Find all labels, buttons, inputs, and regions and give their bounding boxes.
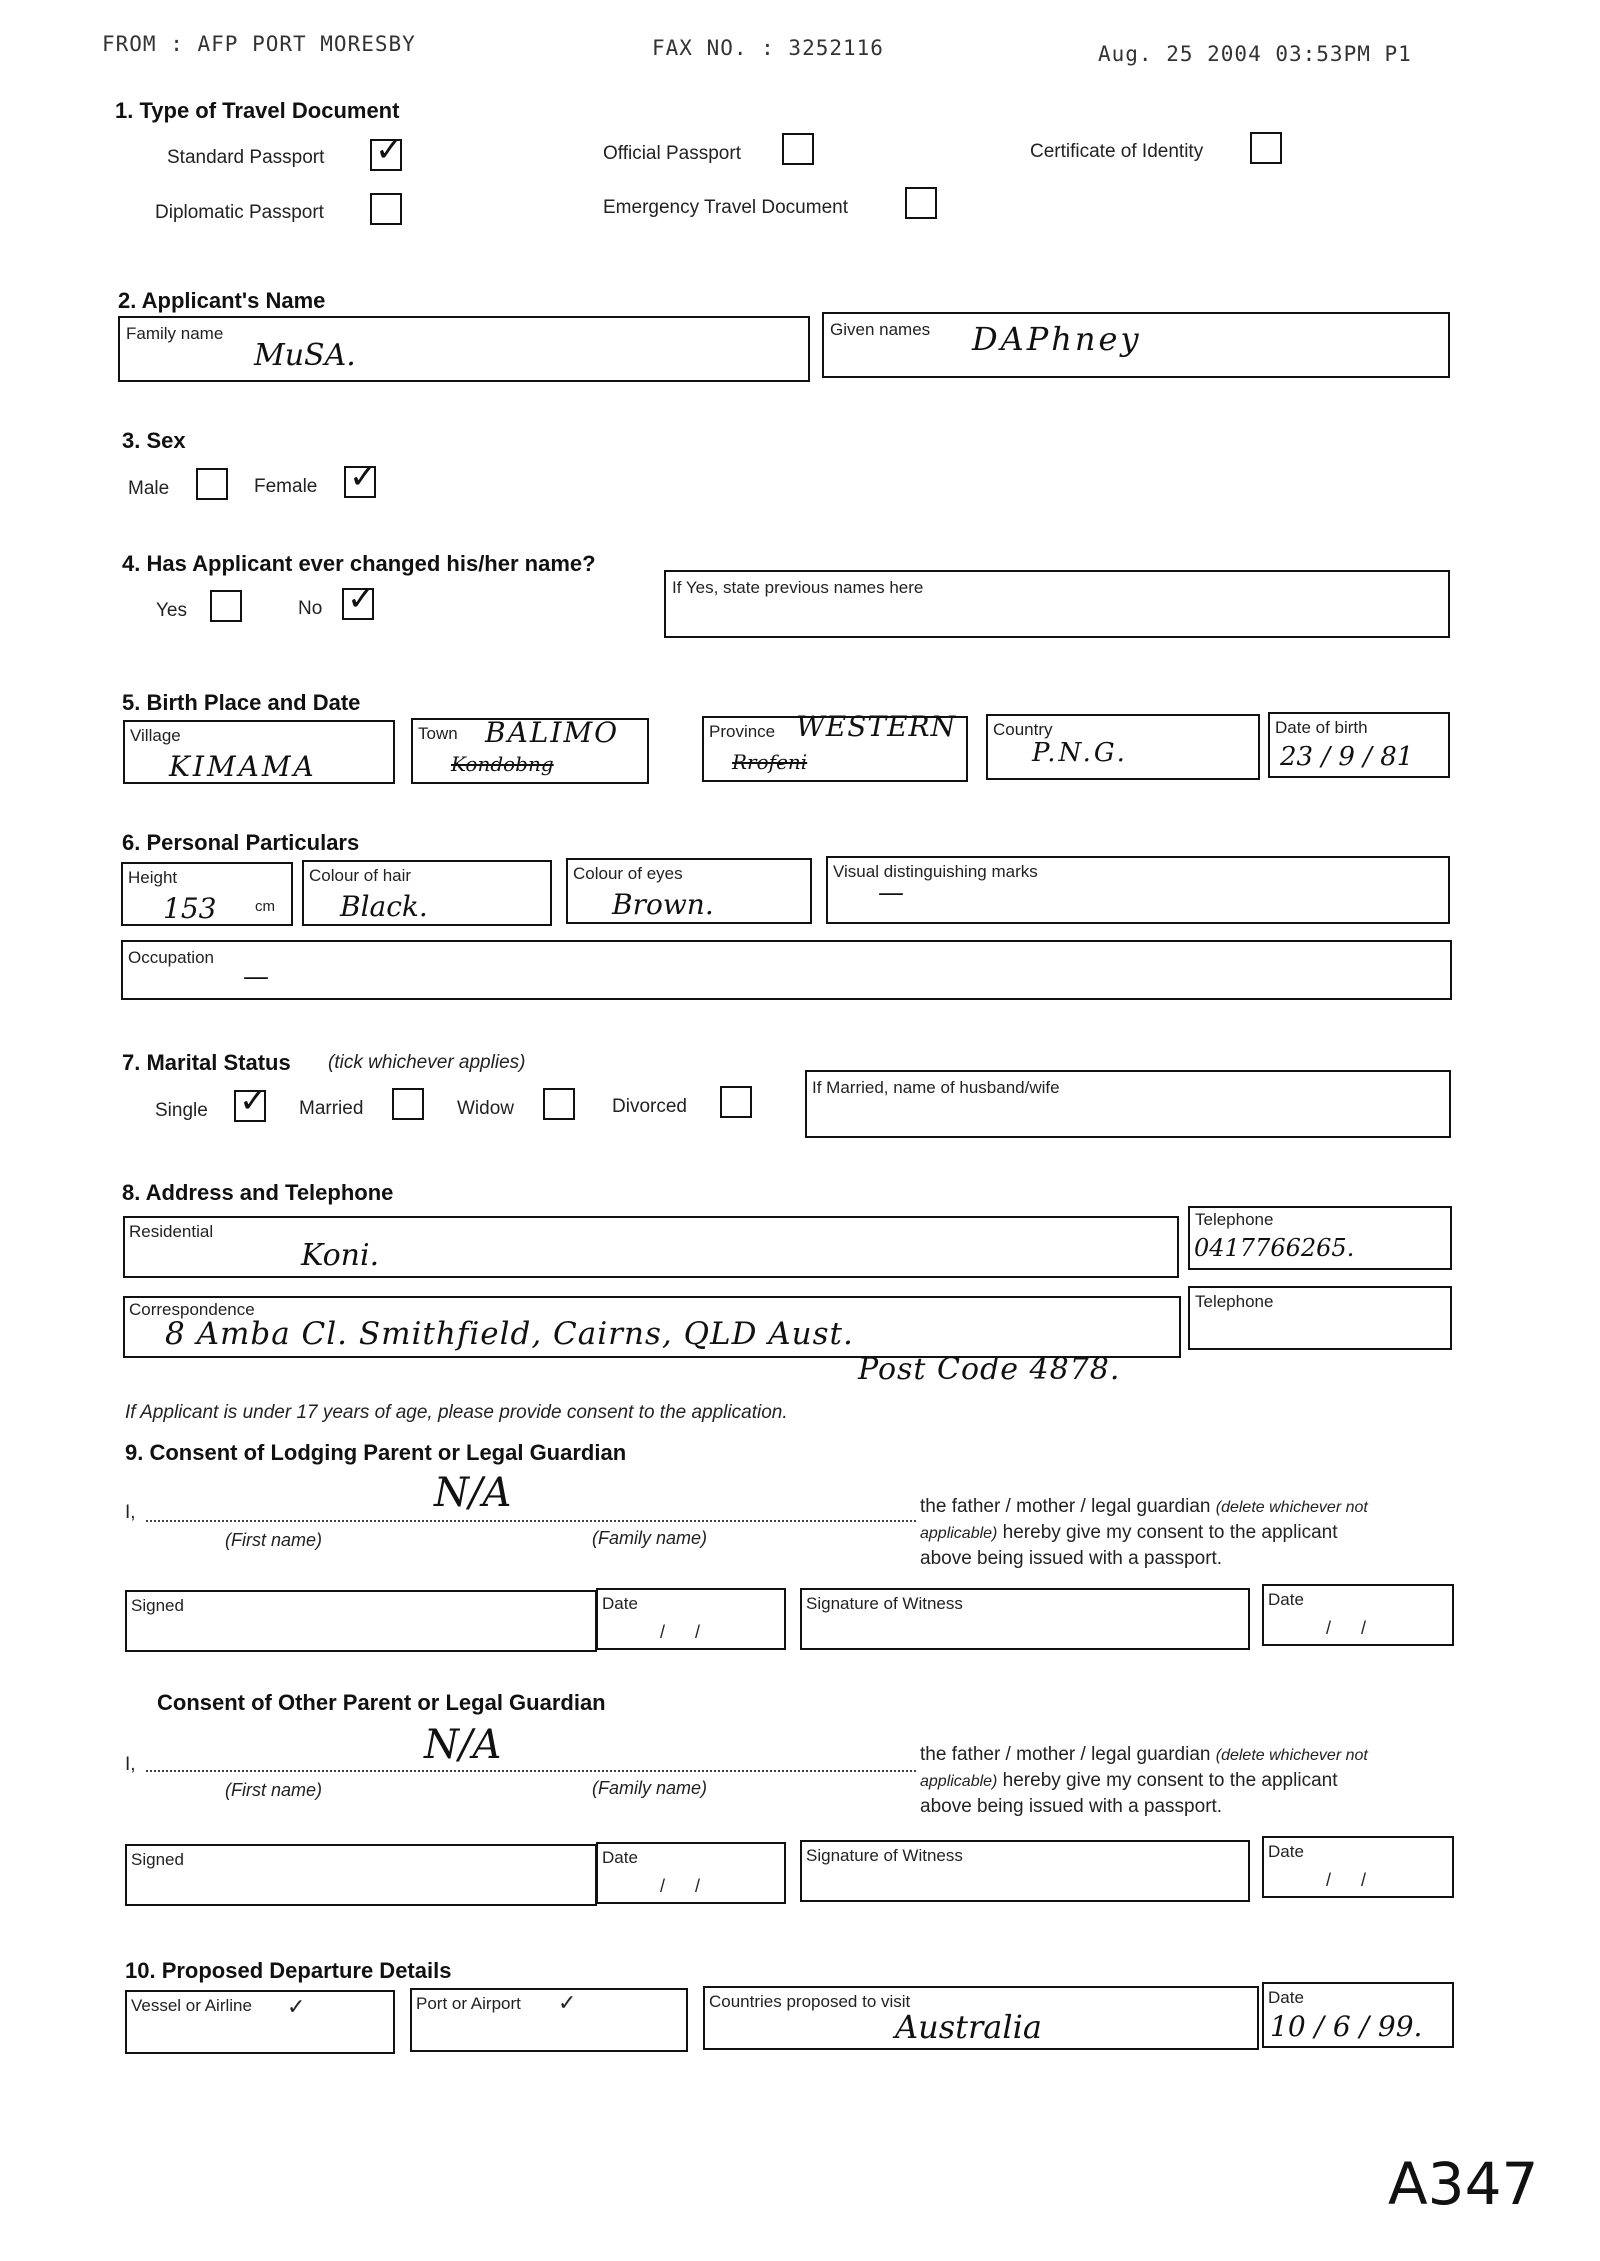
section-3-title: 3. Sex: [122, 428, 186, 453]
occupation-value: —: [243, 962, 269, 992]
check-mark-icon: ✓: [239, 1081, 268, 1121]
section-7-title: 7. Marital Status: [122, 1050, 291, 1075]
port-airport-field[interactable]: [410, 1988, 688, 2052]
residential-address-field[interactable]: [123, 1216, 1179, 1278]
postcode-value: Post Code 4878.: [858, 1352, 1121, 1387]
telephone-value: 0417766265.: [1194, 1234, 1355, 1262]
witness-date-label: Date: [1268, 1842, 1304, 1861]
telephone-2-field[interactable]: [1188, 1286, 1452, 1350]
section-5-title: 5. Birth Place and Date: [122, 690, 361, 715]
town-field[interactable]: [411, 718, 649, 784]
check-mark-icon: ✓: [375, 130, 404, 170]
consent-1-text-line1: the father / mother / legal guardian (delete whichever not: [920, 1496, 1368, 1517]
date-label: Date: [602, 1594, 638, 1613]
residential-label: Residential: [129, 1222, 214, 1241]
name-change-no-label: No: [298, 598, 323, 619]
occupation-field[interactable]: [121, 940, 1452, 1000]
province-struck-value: Rrofeni: [732, 750, 808, 774]
correspondence-address-field[interactable]: [123, 1296, 1181, 1358]
consent-2-signed-field[interactable]: [125, 1844, 597, 1906]
vessel-airline-field[interactable]: [125, 1990, 395, 2054]
port-check-icon: ✓: [558, 1990, 577, 2015]
occupation-label: Occupation: [128, 948, 214, 967]
distinguishing-marks-field[interactable]: [826, 856, 1450, 924]
countries-visit-label: Countries proposed to visit: [709, 1992, 911, 2011]
section-6-title: 6. Personal Particulars: [122, 830, 360, 855]
consent-1-i: I,: [125, 1502, 136, 1523]
document-reference-stamp: A347: [1388, 2150, 1539, 2218]
consent-2-family-name-caption: (Family name): [592, 1778, 708, 1798]
family-name-field[interactable]: [118, 316, 810, 382]
section-10-title: 10. Proposed Departure Details: [125, 1958, 452, 1983]
eye-colour-label: Colour of eyes: [573, 864, 683, 883]
country-field[interactable]: [986, 714, 1260, 780]
consent-1-signed-field[interactable]: [125, 1590, 597, 1652]
check-mark-icon: ✓: [347, 579, 376, 619]
consent-2-i: I,: [125, 1754, 136, 1775]
spouse-name-field[interactable]: [805, 1070, 1451, 1138]
date-of-birth-label: Date of birth: [1275, 718, 1368, 737]
eye-colour-field[interactable]: [566, 858, 812, 924]
consent-1-name-line[interactable]: [146, 1520, 916, 1522]
widow-checkbox[interactable]: [543, 1088, 575, 1120]
fax-date: Aug. 25 2004 03:53PM P1: [1098, 42, 1412, 66]
section-8-title: 8. Address and Telephone: [122, 1180, 394, 1205]
signed-label: Signed: [131, 1850, 184, 1869]
village-value: KIMAMA: [169, 750, 317, 783]
province-value: WESTERN: [796, 710, 957, 743]
distinguishing-marks-value: —: [878, 878, 904, 908]
distinguishing-marks-label: Visual distinguishing marks: [833, 862, 1038, 881]
official-passport-label: Official Passport: [603, 143, 741, 164]
consent-1-text-line2: applicable) hereby give my consent to the applicant: [920, 1522, 1338, 1543]
previous-names-label: If Yes, state previous names here: [672, 578, 924, 597]
name-change-no-checkbox[interactable]: [342, 579, 376, 620]
spouse-name-label: If Married, name of husband/wife: [812, 1078, 1060, 1097]
consent-2-text-line1: the father / mother / legal guardian (delete whichever not: [920, 1744, 1368, 1765]
hair-colour-value: Black.: [340, 890, 428, 923]
departure-date-value: 10 / 6 / 99.: [1270, 2010, 1423, 2043]
town-value: BALIMO: [485, 716, 620, 749]
consent-1-text-line3: above being issued with a passport.: [920, 1548, 1223, 1569]
consent-2-witness-date-field[interactable]: Date / /: [1262, 1836, 1454, 1898]
previous-names-field[interactable]: [664, 570, 1450, 638]
widow-label: Widow: [457, 1098, 515, 1119]
family-name-label: Family name: [126, 324, 224, 343]
village-label: Village: [130, 726, 181, 745]
signed-label: Signed: [131, 1596, 184, 1615]
consent-2-date-field[interactable]: Date / /: [596, 1842, 786, 1904]
telephone-2-label: Telephone: [1195, 1292, 1274, 1311]
height-label: Height: [128, 868, 178, 887]
telephone-label: Telephone: [1195, 1210, 1274, 1229]
standard-passport-label: Standard Passport: [167, 147, 325, 168]
given-names-value: DAPhney: [972, 320, 1142, 358]
consent-2-first-name-caption: (First name): [225, 1780, 323, 1800]
marital-status-note: (tick whichever applies): [328, 1052, 526, 1073]
given-names-label: Given names: [830, 320, 931, 339]
section-2-title: 2. Applicant's Name: [118, 288, 326, 313]
height-value: 153: [163, 892, 217, 925]
date-label: Date: [602, 1848, 638, 1867]
hair-colour-field[interactable]: [302, 860, 552, 926]
consent-1-witness-field[interactable]: [800, 1588, 1250, 1650]
fax-from: FROM : AFP PORT MORESBY: [102, 32, 416, 56]
fax-number: FAX NO. : 3252116: [652, 36, 884, 60]
official-passport-checkbox[interactable]: [782, 133, 814, 165]
town-struck-value: Kondobng: [451, 752, 554, 776]
under-17-note: If Applicant is under 17 years of age, please provide consent to the application.: [125, 1402, 788, 1423]
witness-date-label: Date: [1268, 1590, 1304, 1609]
village-field[interactable]: [123, 720, 395, 784]
single-checkbox[interactable]: [234, 1081, 268, 1122]
given-names-field[interactable]: [822, 312, 1450, 378]
province-field[interactable]: [702, 710, 968, 782]
consent-2-name-line[interactable]: [146, 1770, 916, 1772]
province-label: Province: [709, 722, 776, 741]
correspondence-value: 8 Amba Cl. Smithfield, Cairns, QLD Aust.: [165, 1316, 854, 1352]
countries-visit-value: Australia: [895, 2008, 1042, 2046]
emergency-document-label: Emergency Travel Document: [603, 197, 848, 218]
hair-colour-label: Colour of hair: [309, 866, 412, 885]
date-of-birth-value: 23 / 9 / 81: [1280, 742, 1414, 772]
witness-label: Signature of Witness: [806, 1594, 963, 1613]
consent-1-date-field[interactable]: Date / /: [596, 1588, 786, 1650]
witness-label: Signature of Witness: [806, 1846, 963, 1865]
height-field[interactable]: [121, 862, 293, 926]
certificate-identity-label: Certificate of Identity: [1030, 141, 1204, 162]
diplomatic-passport-checkbox[interactable]: [370, 193, 402, 225]
section-9-title: 9. Consent of Lodging Parent or Legal Guardian: [125, 1440, 627, 1465]
eye-colour-value: Brown.: [612, 888, 714, 921]
certificate-identity-checkbox[interactable]: [1250, 132, 1282, 164]
departure-date-label: Date: [1268, 1988, 1304, 2007]
residential-value: Koni.: [301, 1238, 380, 1273]
divorced-label: Divorced: [612, 1096, 687, 1117]
diplomatic-passport-label: Diplomatic Passport: [155, 202, 324, 223]
female-checkbox[interactable]: [344, 457, 378, 498]
date-of-birth-field[interactable]: [1268, 712, 1450, 778]
consent-2-text-line2: applicable) hereby give my consent to the applicant: [920, 1770, 1338, 1791]
consent-1-family-name-caption: (Family name): [592, 1528, 708, 1548]
divorced-checkbox[interactable]: [720, 1086, 752, 1118]
standard-passport-checkbox[interactable]: [370, 130, 404, 171]
family-name-value: MuSA.: [254, 338, 356, 373]
telephone-field[interactable]: [1188, 1206, 1452, 1270]
height-unit: cm: [255, 898, 275, 915]
correspondence-label: Correspondence: [129, 1300, 255, 1319]
consent-2-na: N/A: [424, 1722, 502, 1768]
consent-2-text-line3: above being issued with a passport.: [920, 1796, 1223, 1817]
male-checkbox[interactable]: [196, 468, 228, 500]
male-label: Male: [128, 478, 170, 499]
countries-visit-field[interactable]: [703, 1986, 1259, 2050]
section-1-title: 1. Type of Travel Document: [115, 98, 400, 123]
female-label: Female: [254, 476, 318, 497]
section-4-title: 4. Has Applicant ever changed his/her name?: [122, 551, 596, 576]
name-change-yes-checkbox[interactable]: [210, 590, 242, 622]
consent-1-na: N/A: [434, 1470, 512, 1516]
vessel-airline-label: Vessel or Airline: [131, 1996, 252, 2015]
name-change-yes-label: Yes: [156, 600, 187, 621]
departure-date-field[interactable]: [1262, 1982, 1454, 2048]
single-label: Single: [155, 1100, 208, 1121]
country-value: P.N.G.: [1032, 738, 1128, 768]
other-parent-consent-title: Consent of Other Parent or Legal Guardian: [157, 1690, 606, 1715]
town-label: Town: [418, 724, 458, 743]
country-label: Country: [993, 720, 1053, 739]
married-label: Married: [299, 1098, 364, 1119]
emergency-document-checkbox[interactable]: [905, 187, 937, 219]
consent-2-witness-field[interactable]: [800, 1840, 1250, 1902]
port-airport-label: Port or Airport: [416, 1994, 521, 2013]
check-mark-icon: ✓: [349, 457, 378, 497]
married-checkbox[interactable]: [392, 1088, 424, 1120]
vessel-check-icon: ✓: [287, 1994, 306, 2019]
consent-1-witness-date-field[interactable]: Date / /: [1262, 1584, 1454, 1646]
consent-1-first-name-caption: (First name): [225, 1530, 323, 1550]
